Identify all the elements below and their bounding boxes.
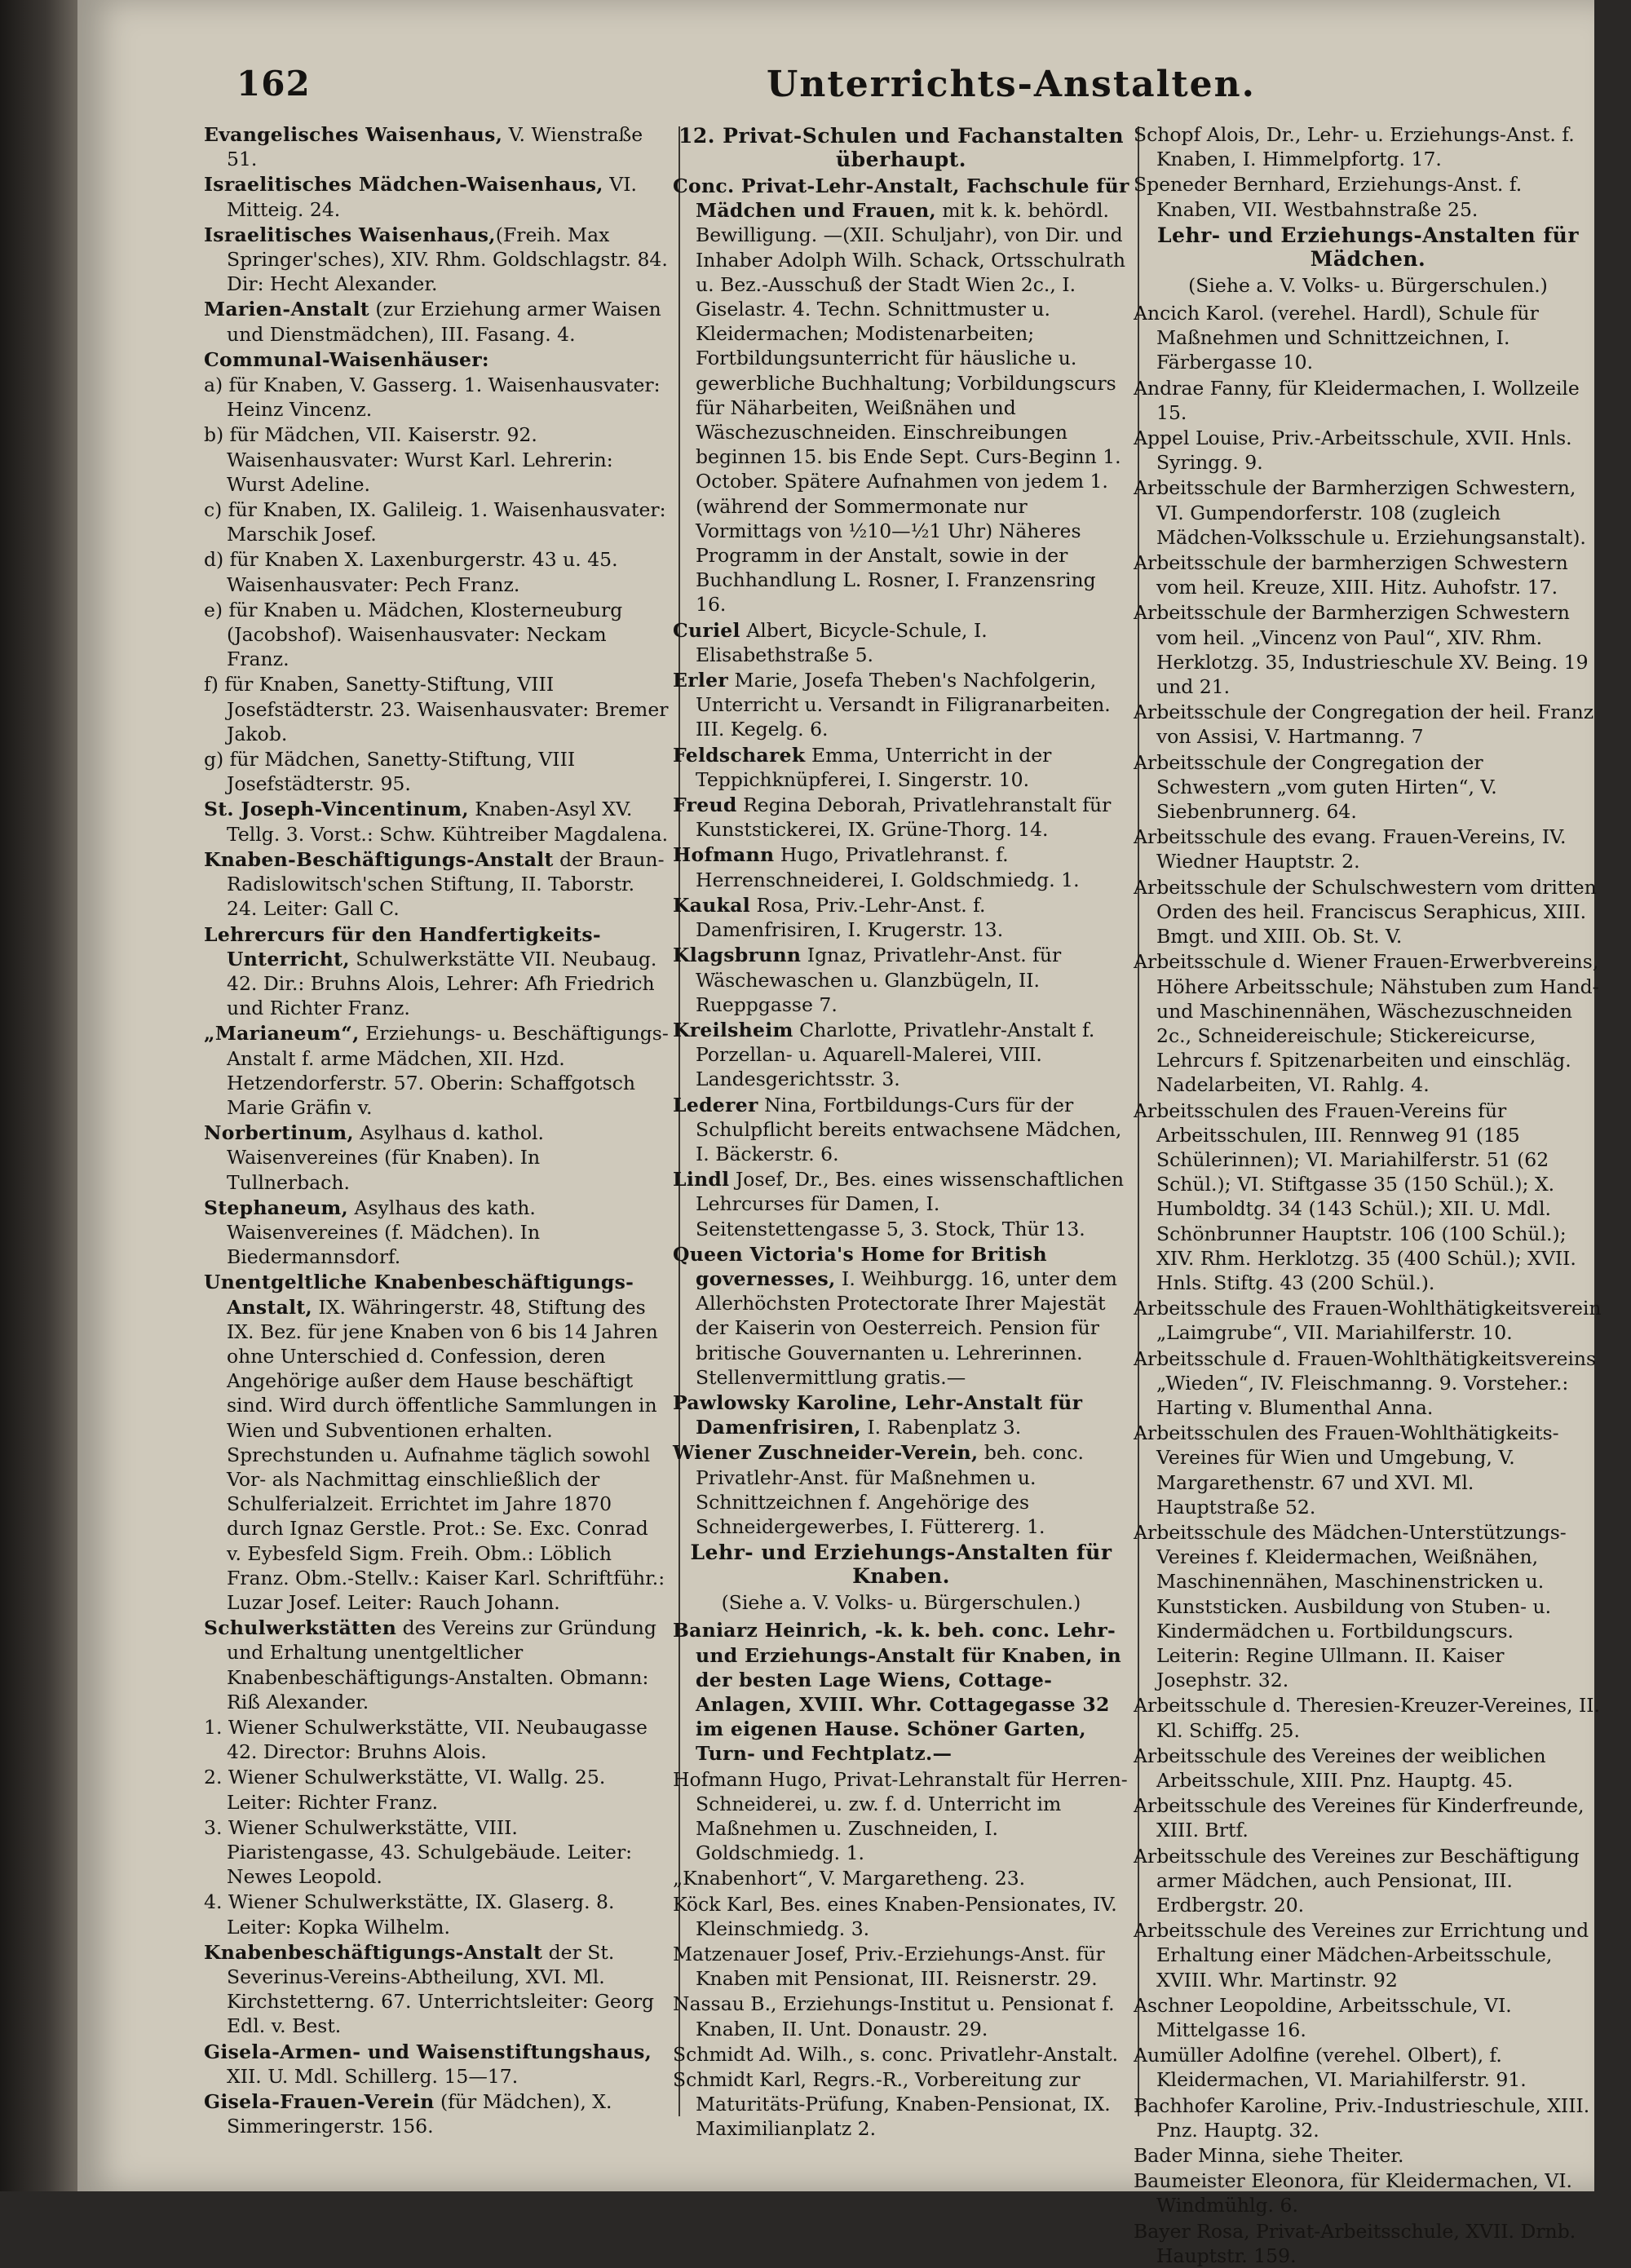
entry-name: Pawlowsky Karoline, Lehr-Anstalt für Damenfrisiren, — [673, 1390, 1083, 1439]
column-right — [1134, 122, 1602, 2267]
entry-text: Ancich Karol. (verehel. Hardl), Schule für Maßnehmen und Schnittzeichnen, I. Färbergasse 10. — [1134, 302, 1539, 374]
entry-name: Lehrercurs für den Handfertigkeits-Unterricht, — [204, 922, 601, 970]
entry-text: Emma, Unterricht in der Teppichknüpferei, I. Singerstr. 10. — [696, 743, 1052, 791]
entry-text: g) für Mädchen, Sanetty-Stiftung, VIII Josefstädterstr. 95. — [204, 748, 576, 796]
directory-entry — [1134, 1793, 1602, 1842]
entry-name: St. Joseph-Vincentinum, — [204, 798, 469, 821]
directory-entry — [204, 1765, 669, 1814]
entry-name: Klagsbrunn — [673, 944, 802, 967]
entry-text: I. Weihburgg. 16, unter dem Allerhöchsten Protectorate Ihrer Majestät der Kaiserin von Oesterreich. Pension für britische Gouvernanten u. Lehrerinnen. Stellenvermittlung gratis.— — [696, 1267, 1117, 1389]
entry-text: beh. conc. Privatlehr-Anst. für Maßnehmen u. Schnittzeichnen f. Angehörige des Schneidergewerbes, I. Füttererg. 1. — [696, 1441, 1085, 1538]
entry-text: Arbeitsschule der Congregation der heil. Franz von Assisi, V. Hartmanng. 7 — [1134, 701, 1594, 749]
entry-text: Baumeister Eleonora, für Kleidermachen, VI. Windmühlg. 6. — [1134, 2169, 1572, 2217]
directory-entry — [204, 598, 669, 672]
directory-entry — [1134, 550, 1602, 599]
entry-text: Matzenauer Josef, Priv.-Erziehungs-Anst. für Knaben mit Pensionat, III. Reisnerstr. 29. — [673, 1943, 1105, 1991]
entry-text: (für Mädchen), X. Simmeringerstr. 156. — [227, 2090, 612, 2138]
entry-text: 1. Wiener Schulwerkstätte, VII. Neubaugasse 42. Director: Bruhns Alois. — [204, 1716, 648, 1764]
entry-name: Wiener Zuschneider-Verein, — [673, 1441, 979, 1465]
directory-entry — [204, 422, 669, 497]
entry-text: Arbeitsschule des Mädchen-Unterstützungs-Vereines f. Kleidermachen, Weißnähen, Maschinennähen, Maschinenstricken u. Kunststicken. Ausbildung von Stuben- u. Kindermädchen u. Fortbildungscurs. Leiterin: Regine Ullmann. II. Kaiser Josephstr. 32. — [1134, 1520, 1567, 1692]
entry-text: Schmidt Ad. Wilh., s. conc. Privatlehr-Anstalt. — [673, 2042, 1119, 2066]
directory-entry — [1134, 1693, 1602, 1742]
entry-text: Erziehungs- u. Beschäftigungs-Anstalt f. arme Mädchen, XII. Hzd. Hetzendorferstr. 57. Oberin: Schaffgotsch Marie Gräfin v. — [227, 1022, 669, 1119]
directory-entry — [1134, 1993, 1602, 2042]
directory-entry — [204, 1890, 669, 1939]
entry-text: d) für Knaben X. Laxenburgerstr. 43 u. 45. Waisenhausvater: Pech Franz. — [204, 548, 618, 596]
entry-name: Lindl — [673, 1168, 730, 1191]
entry-text: Asylhaus des kath. Waisenvereines (f. Mädchen). In Biedermannsdorf. — [227, 1196, 541, 1269]
directory-entry — [204, 1121, 669, 1195]
directory-entry — [1134, 1099, 1602, 1296]
directory-entry — [673, 1942, 1129, 1991]
entry-name: Knaben-Beschäftigungs-Anstalt — [204, 847, 554, 871]
entry-text: XII. U. Mdl. Schillerg. 15—17. — [227, 2064, 519, 2088]
page-header — [236, 64, 1517, 121]
entry-name: Norbertinum, — [204, 1121, 354, 1145]
entry-text: Speneder Bernhard, Erziehungs-Anst. f. Knaben, VII. Westbahnstraße 25. — [1134, 173, 1523, 221]
directory-entry — [204, 122, 669, 171]
entry-text: Nina, Fortbildungs-Curs für der Schulpflicht bereits entwachsene Mädchen, I. Bäckerstr. 6. — [696, 1093, 1122, 1165]
entry-name: Israelitisches Mädchen-Waisenhaus, — [204, 173, 603, 197]
directory-entry — [1134, 1296, 1602, 1345]
directory-entry — [204, 797, 669, 846]
entry-text: Knaben-Asyl XV. Tellg. 3. Vorst.: Schw. Kühtreiber Magdalena. — [227, 798, 669, 846]
directory-entry — [1134, 1844, 1602, 1918]
entry-text: Arbeitsschule des evang. Frauen-Vereins, IV. Wiedner Hauptstr. 2. — [1134, 825, 1567, 873]
directory-entry — [673, 1618, 1129, 1766]
entry-text: Arbeitsschule d. Wiener Frauen-Erwerbvereins, Höhere Arbeitsschule; Nähstuben zum Hand- und Maschinennähen, Wäschezuschneiden 2c., Schneidereischule; Stickereicurse, Lehrcurs f. Spitzenarbeiten und einschläg. Nadelarbeiten, VI. Rahlg. 4. — [1134, 950, 1599, 1097]
entry-name: Marien-Anstalt — [204, 298, 369, 321]
entry-text: 3. Wiener Schulwerkstätte, VIII. Piaristengasse, 43. Schulgebäude. Leiter: Newes Leopold. — [204, 1815, 633, 1889]
directory-entry — [204, 922, 669, 1021]
entry-text: Hofmann Hugo, Privat-Lehranstalt für Herren-Schneiderei, u. zw. f. d. Unterricht im Maßnehmen u. Zuschneiden, I. Goldschmiedg. 1. — [673, 1767, 1128, 1865]
entry-name: Erler — [673, 669, 729, 692]
directory-entry — [673, 2042, 1129, 2067]
entry-text: Bader Minna, siehe Theiter. — [1134, 2144, 1404, 2168]
entry-text: Schulwerkstätte VII. Neubaug. 42. Dir.: Bruhns Alois, Lehrer: Afh Friedrich und Richter Franz. — [227, 947, 657, 1020]
entry-text: Andrae Fanny, für Kleidermachen, I. Wollzeile 15. — [1134, 376, 1580, 424]
directory-entry — [673, 1892, 1129, 1941]
entry-text: Josef, Dr., Bes. eines wissenschaftlichen Lehrcurses für Damen, I. Seitenstettengasse 5, 3. Stock, Thür 13. — [696, 1168, 1124, 1240]
directory-entry — [1134, 2219, 1602, 2268]
directory-entry — [673, 2067, 1129, 2142]
entry-text: Appel Louise, Priv.-Arbeitsschule, XVII. Hnls. Syringg. 9. — [1134, 427, 1572, 475]
entry-name: Kreilsheim — [673, 1018, 793, 1041]
directory-entry — [204, 747, 669, 796]
directory-entry — [204, 1616, 669, 1714]
entry-text: Arbeitsschule der Congregation der Schwestern „vom guten Hirten“, V. Siebenbrunnerg. 64. — [1134, 750, 1497, 824]
directory-entry — [1134, 2043, 1602, 2092]
entry-name: Freud — [673, 794, 737, 817]
entry-name: „Marianeum“, — [204, 1022, 360, 1046]
directory-entry — [204, 1196, 669, 1270]
entry-text: IX. Währingerstr. 48, Stiftung des IX. Bez. für jene Knaben von 6 bis 14 Jahren ohne Unterschied d. Confession, deren Angehörige außer dem Hause beschäftigt sind. Wird durch öffentliche Sammlungen in Wien und Subventionen erhalten. Sprechstunden u. Aufnahme täglich sowohl Vor- als Nachmittag einschließlich der Schulferialzeit. Errichtet im Jahre 1870 durch Ignaz Gerstle. Prot.: Se. Exc. Conrad v. Eybesfeld Sigm. Freih. Obm.: Löblich Franz. Obm.-Stellv.: Kaiser Karl. Schriftführ.: Luzar Josef. Leiter: Rauch Johann. — [227, 1295, 665, 1614]
entry-text: Rosa, Priv.-Lehr-Anst. f. Damenfrisiren, I. Krugerstr. 13. — [696, 893, 1004, 942]
directory-entry — [673, 1992, 1129, 2040]
entry-text: Arbeitsschulen des Frauen-Vereins für Arbeitsschulen, III. Rennweg 91 (185 Schülerinnen); VI. Mariahilferstr. 51 (62 Schül.); VI. Stiftgasse 35 (150 Schül.); X. Humboldtg. 34 (143 Schül.); XII. U. Mdl. Schönbrunner Hauptstr. 106 (100 Schül.); XIV. Rhm. Herklotzg. 35 (400 Schül.); XVII. Hnls. Stiftg. 43 (200 Schül.). — [1134, 1099, 1576, 1294]
entry-name: Gisela-Armen- und Waisenstiftungshaus, — [204, 2040, 652, 2063]
directory-entry — [1134, 875, 1602, 949]
directory-entry — [1134, 2093, 1602, 2142]
directory-entry — [204, 2040, 669, 2089]
directory-entry — [204, 2089, 669, 2138]
directory-entry — [673, 1440, 1129, 1539]
entry-text: Marie, Josefa Theben's Nachfolgerin, Unterricht u. Versandt in Filigranarbeiten. III. Kegelg. 6. — [696, 669, 1111, 741]
directory-entry — [204, 1715, 669, 1764]
entry-text: I. Rabenplatz 3. — [860, 1416, 1022, 1439]
directory-entry — [673, 668, 1129, 742]
entry-text: Arbeitsschule der Barmherzigen Schwestern, VI. Gumpendorferstr. 108 (zugleich Mädchen-Volksschule u. Erziehungsanstalt). — [1134, 476, 1586, 549]
entry-text: Arbeitsschule des Vereines für Kinderfreunde, XIII. Brtf. — [1134, 1794, 1585, 1842]
directory-entry — [1134, 122, 1602, 171]
directory-entry — [673, 1242, 1129, 1390]
running-title: Unterrichts-Anstalten. — [767, 64, 1256, 105]
directory-entry — [673, 1167, 1129, 1241]
entry-text: Arbeitsschule der Schulschwestern vom dritten Orden des heil. Franciscus Seraphicus, XIII. Bmgt. und XIII. Ob. St. V. — [1134, 875, 1597, 948]
directory-entry — [1134, 1346, 1602, 1421]
entry-text: der Braun-Radislowitsch'schen Stiftung, II. Taborstr. 24. Leiter: Gall C. — [227, 847, 665, 921]
directory-entry — [204, 223, 669, 297]
section-heading-girls-institutions: Lehr- und Erziehungs-Anstalten für Mädchen. — [1156, 223, 1580, 271]
entry-text: Arbeitsschule des Vereines zur Errichtung und Erhaltung einer Mädchen-Arbeitsschule, XVIII. Whr. Martinstr. 92 — [1134, 1919, 1589, 1992]
directory-entry — [204, 1270, 669, 1615]
directory-entry — [204, 672, 669, 746]
section-note-girls: (Siehe a. V. Volks- u. Bürgerschulen.) — [1188, 273, 1548, 297]
entry-text: Hugo, Privatlehranst. f. Herrenschneiderei, I. Goldschmiedg. 1. — [696, 843, 1080, 891]
entry-text: mit k. k. behördl. Bewilligung. —(XII. Schuljahr), von Dir. und Inhaber Adolph Wilh. Schack, Ortsschulrath u. Bez.-Ausschuß der Stadt Wien 2c., I. Giselastr. 4. Techn. Schnittmuster u. Kleidermachen; Modistenarbeiten; Fortbildungsunterricht für häusliche u. gewerbliche Buchhaltung; Vorbildungscurs für Näharbeiten, Weißnähen und Wäschezuschneiden. Einschreibungen beginnen 15. bis Ende Sept. Curs-Beginn 1. October. Spätere Aufnahmen von jedem 1. (während der Sommermonate nur Vormittags von ½10—½1 Uhr) Näheres Programm in der Anstalt, sowie in der Buchhandlung L. Rosner, I. Franzensring 16. — [696, 199, 1125, 617]
entry-name: Stephaneum, — [204, 1196, 348, 1219]
directory-entry — [204, 373, 669, 422]
directory-entry — [1134, 1520, 1602, 1692]
entry-name: Communal-Waisenhäuser: — [204, 347, 489, 371]
directory-entry — [1134, 949, 1602, 1097]
directory-entry — [1134, 600, 1602, 699]
directory-entry — [1134, 426, 1602, 475]
column-middle — [673, 122, 1129, 2169]
entry-text: (zur Erziehung armer Waisen und Dienstmädchen), III. Fasang. 4. — [227, 298, 661, 346]
entry-text: Albert, Bicycle-Schule, I. Elisabethstraße 5. — [696, 618, 988, 666]
directory-entry — [673, 793, 1129, 842]
column-left — [204, 122, 669, 2169]
entry-text: 2. Wiener Schulwerkstätte, VI. Wallg. 25. Leiter: Richter Franz. — [204, 1766, 606, 1814]
entry-name: Lederer — [673, 1093, 758, 1116]
directory-entry — [673, 618, 1129, 667]
entry-text: c) für Knaben, IX. Galileig. 1. Waisenhausvater: Marschik Josef. — [204, 498, 666, 546]
entry-text: Arbeitsschule des Vereines zur Beschäftigung armer Mädchen, auch Pensionat, III. Erdbergstr. 20. — [1134, 1844, 1580, 1917]
entry-text: Arbeitsschule des Frauen-Wohlthätigkeitsverein „Laimgrube“, VII. Mariahilferstr. 10. — [1134, 1297, 1602, 1345]
directory-entry — [673, 943, 1129, 1017]
directory-entry — [673, 1866, 1129, 1890]
directory-entry — [1134, 2143, 1602, 2168]
entry-text: Arbeitsschule des Vereines der weiblichen Arbeitsschule, XIII. Pnz. Hauptg. 45. — [1134, 1744, 1546, 1792]
directory-entry — [673, 893, 1129, 942]
section-note-boys: (Siehe a. V. Volks- u. Bürgerschulen.) — [721, 1591, 1081, 1615]
entry-text: des Vereins zur Gründung und Erhaltung unentgeltlicher Knabenbeschäftigungs-Anstalten. Obmann: Riß Alexander. — [227, 1616, 656, 1713]
entry-text: a) für Knaben, V. Gasserg. 1. Waisenhausvater: Heinz Vincenz. — [204, 374, 661, 422]
entry-text: Köck Karl, Bes. eines Knaben-Pensionates, IV. Kleinschmiedg. 3. — [673, 1892, 1117, 1940]
entry-name: Hofmann — [673, 843, 775, 867]
directory-entry — [1134, 750, 1602, 825]
entry-text: Arbeitsschule d. Frauen-Wohlthätigkeitsvereins „Wieden“, IV. Fleischmanng. 9. Vorsteher.: Harting v. Blumenthal Anna. — [1134, 1346, 1597, 1419]
directory-entry — [1134, 700, 1602, 749]
entry-text: e) für Knaben u. Mädchen, Klosterneuburg (Jacobshof). Waisenhausvater: Neckam Franz. — [204, 598, 623, 671]
entry-name: Baniarz Heinrich, -k. k. beh. conc. Lehr- und Erziehungs-Anstalt für Knaben, in der besten Lage Wiens, Cottage-Anlagen, XVIII. Whr. Cottagegasse 32 im eigenen Hause. Schöner Garten, Turn- und Fechtplatz.— — [673, 1619, 1122, 1766]
entry-name: Unentgeltliche Knabenbeschäftigungs-Anstalt, — [204, 1271, 634, 1319]
entry-name: Curiel — [673, 618, 740, 642]
directory-entry — [1134, 1744, 1602, 1793]
entry-text: VI. Mitteig. 24. — [227, 173, 637, 221]
entry-text: Arbeitsschule d. Theresien-Kreuzer-Vereines, II. Kl. Schiffg. 25. — [1134, 1694, 1600, 1742]
entry-name: Kaukal — [673, 893, 750, 917]
directory-entry — [1134, 2169, 1602, 2217]
directory-entry — [1134, 475, 1602, 550]
directory-entry — [673, 842, 1129, 891]
directory-entry — [204, 172, 669, 221]
entry-text: Aumüller Adolfine (verehel. Olbert), f. Kleidermachen, VI. Mariahilferstr. 91. — [1134, 2044, 1527, 2092]
entry-text: 4. Wiener Schulwerkstätte, IX. Glaserg. 8. Leiter: Kopka Wilhelm. — [204, 1890, 615, 1939]
entry-text: f) für Knaben, Sanetty-Stiftung, VIII Josefstädterstr. 23. Waisenhausvater: Bremer Jakob. — [204, 673, 669, 745]
directory-entry — [1134, 1421, 1602, 1519]
directory-entry — [204, 1815, 669, 1890]
directory-entry — [1134, 1918, 1602, 1992]
entry-text: Nassau B., Erziehungs-Institut u. Pensionat f. Knaben, II. Unt. Donaustr. 29. — [673, 1992, 1115, 2040]
directory-entry — [204, 1021, 669, 1120]
directory-entry — [204, 847, 669, 922]
entry-text: Asylhaus d. kathol. Waisenvereines (für Knaben). In Tullnerbach. — [227, 1121, 544, 1194]
entry-text: Ignaz, Privatlehr-Anst. für Wäschewaschen u. Glanzbügeln, II. Rueppgasse 7. — [696, 944, 1062, 1016]
directory-entry — [204, 347, 669, 372]
entry-name: Conc. Privat-Lehr-Anstalt, Fachschule für Mädchen und Frauen, — [673, 175, 1129, 223]
entry-name: Schulwerkstätten — [204, 1616, 397, 1640]
page-number: 162 — [236, 64, 311, 104]
directory-entry — [673, 1093, 1129, 1167]
directory-entry — [1134, 376, 1602, 425]
entry-text: b) für Mädchen, VII. Kaiserstr. 92. Waisenhausvater: Wurst Karl. Lehrerin: Wurst Adeline. — [204, 423, 613, 496]
entry-text: Arbeitsschule der barmherzigen Schwestern vom heil. Kreuze, XIII. Hitz. Auhofstr. 17. — [1134, 551, 1568, 599]
entry-name: Gisela-Frauen-Verein — [204, 2090, 435, 2114]
directory-entry — [673, 743, 1129, 792]
section-heading-boys-institutions: Lehr- und Erziehungs-Anstalten für Knaben. — [690, 1541, 1112, 1589]
entry-name: Feldscharek — [673, 743, 806, 767]
entry-name: Queen Victoria's Home for British governesses, — [673, 1242, 1047, 1290]
directory-entry — [673, 1018, 1129, 1092]
entry-text: Arbeitsschule der Barmherzigen Schwestern vom heil. „Vincenz von Paul“, XIV. Rhm. Herklotzg. 35, Industrieschule XV. Being. 19 und 21. — [1134, 601, 1589, 699]
book-spine-shadow — [0, 0, 77, 2191]
entry-text: Schmidt Karl, Regrs.-R., Vorbereitung zur Maturitäts-Prüfung, Knaben-Pensionat, IX. Maximilianplatz 2. — [673, 2068, 1111, 2141]
entry-text: (Freih. Max Springer'sches), XIV. Rhm. Goldschlagstr. 84. Dir: Hecht Alexander. — [227, 223, 668, 296]
directory-entry — [204, 547, 669, 596]
entry-text: V. Wienstraße 51. — [227, 123, 643, 171]
entry-text: Regina Deborah, Privatlehranstalt für Kunststickerei, IX. Grüne-Thorg. 14. — [696, 794, 1112, 842]
directory-entry — [204, 497, 669, 546]
directory-entry — [1134, 172, 1602, 221]
directory-entry — [1134, 301, 1602, 375]
entry-text: Arbeitsschulen des Frauen-Wohlthätigkeits-Vereines für Wien und Umgebung, V. Margarethenstr. 67 und XVI. Ml. Hauptstraße 52. — [1134, 1421, 1559, 1519]
directory-entry — [673, 1767, 1129, 1866]
directory-entry — [1134, 825, 1602, 873]
entry-text: Schopf Alois, Dr., Lehr- u. Erziehungs-Anst. f. Knaben, I. Himmelpfortg. 17. — [1134, 123, 1575, 171]
entry-name: Israelitisches Waisenhaus, — [204, 223, 496, 246]
entry-text: Bachhofer Karoline, Priv.-Industrieschule, XIII. Pnz. Hauptg. 32. — [1134, 2093, 1590, 2142]
entry-text: Aschner Leopoldine, Arbeitsschule, VI. Mittelgasse 16. — [1134, 1993, 1512, 2042]
entry-text: der St. Severinus-Vereins-Abtheilung, XVI. Ml. Kirchstetterng. 67. Unterrichtsleiter: Georg Edl. v. Best. — [227, 1940, 655, 2038]
entry-name: Knabenbeschäftigungs-Anstalt — [204, 1940, 543, 1964]
entry-name: Evangelisches Waisenhaus, — [204, 123, 503, 146]
entry-text: „Knabenhort“, V. Margaretheng. 23. — [673, 1867, 1026, 1890]
directory-entry — [204, 297, 669, 346]
directory-entry — [204, 1940, 669, 2039]
entry-text: Bayer Rosa, Privat-Arbeitsschule, XVII. Drnb. Hauptstr. 159. — [1134, 2219, 1576, 2267]
directory-entry — [673, 174, 1129, 617]
directory-entry — [673, 1390, 1129, 1439]
section-heading-private-schools: 12. Privat-Schulen und Fachanstalten überhaupt. — [678, 124, 1125, 171]
entry-text: Charlotte, Privatlehr-Anstalt f. Porzellan- u. Aquarell-Malerei, VIII. Landesgerichtsstr. 3. — [696, 1018, 1095, 1091]
